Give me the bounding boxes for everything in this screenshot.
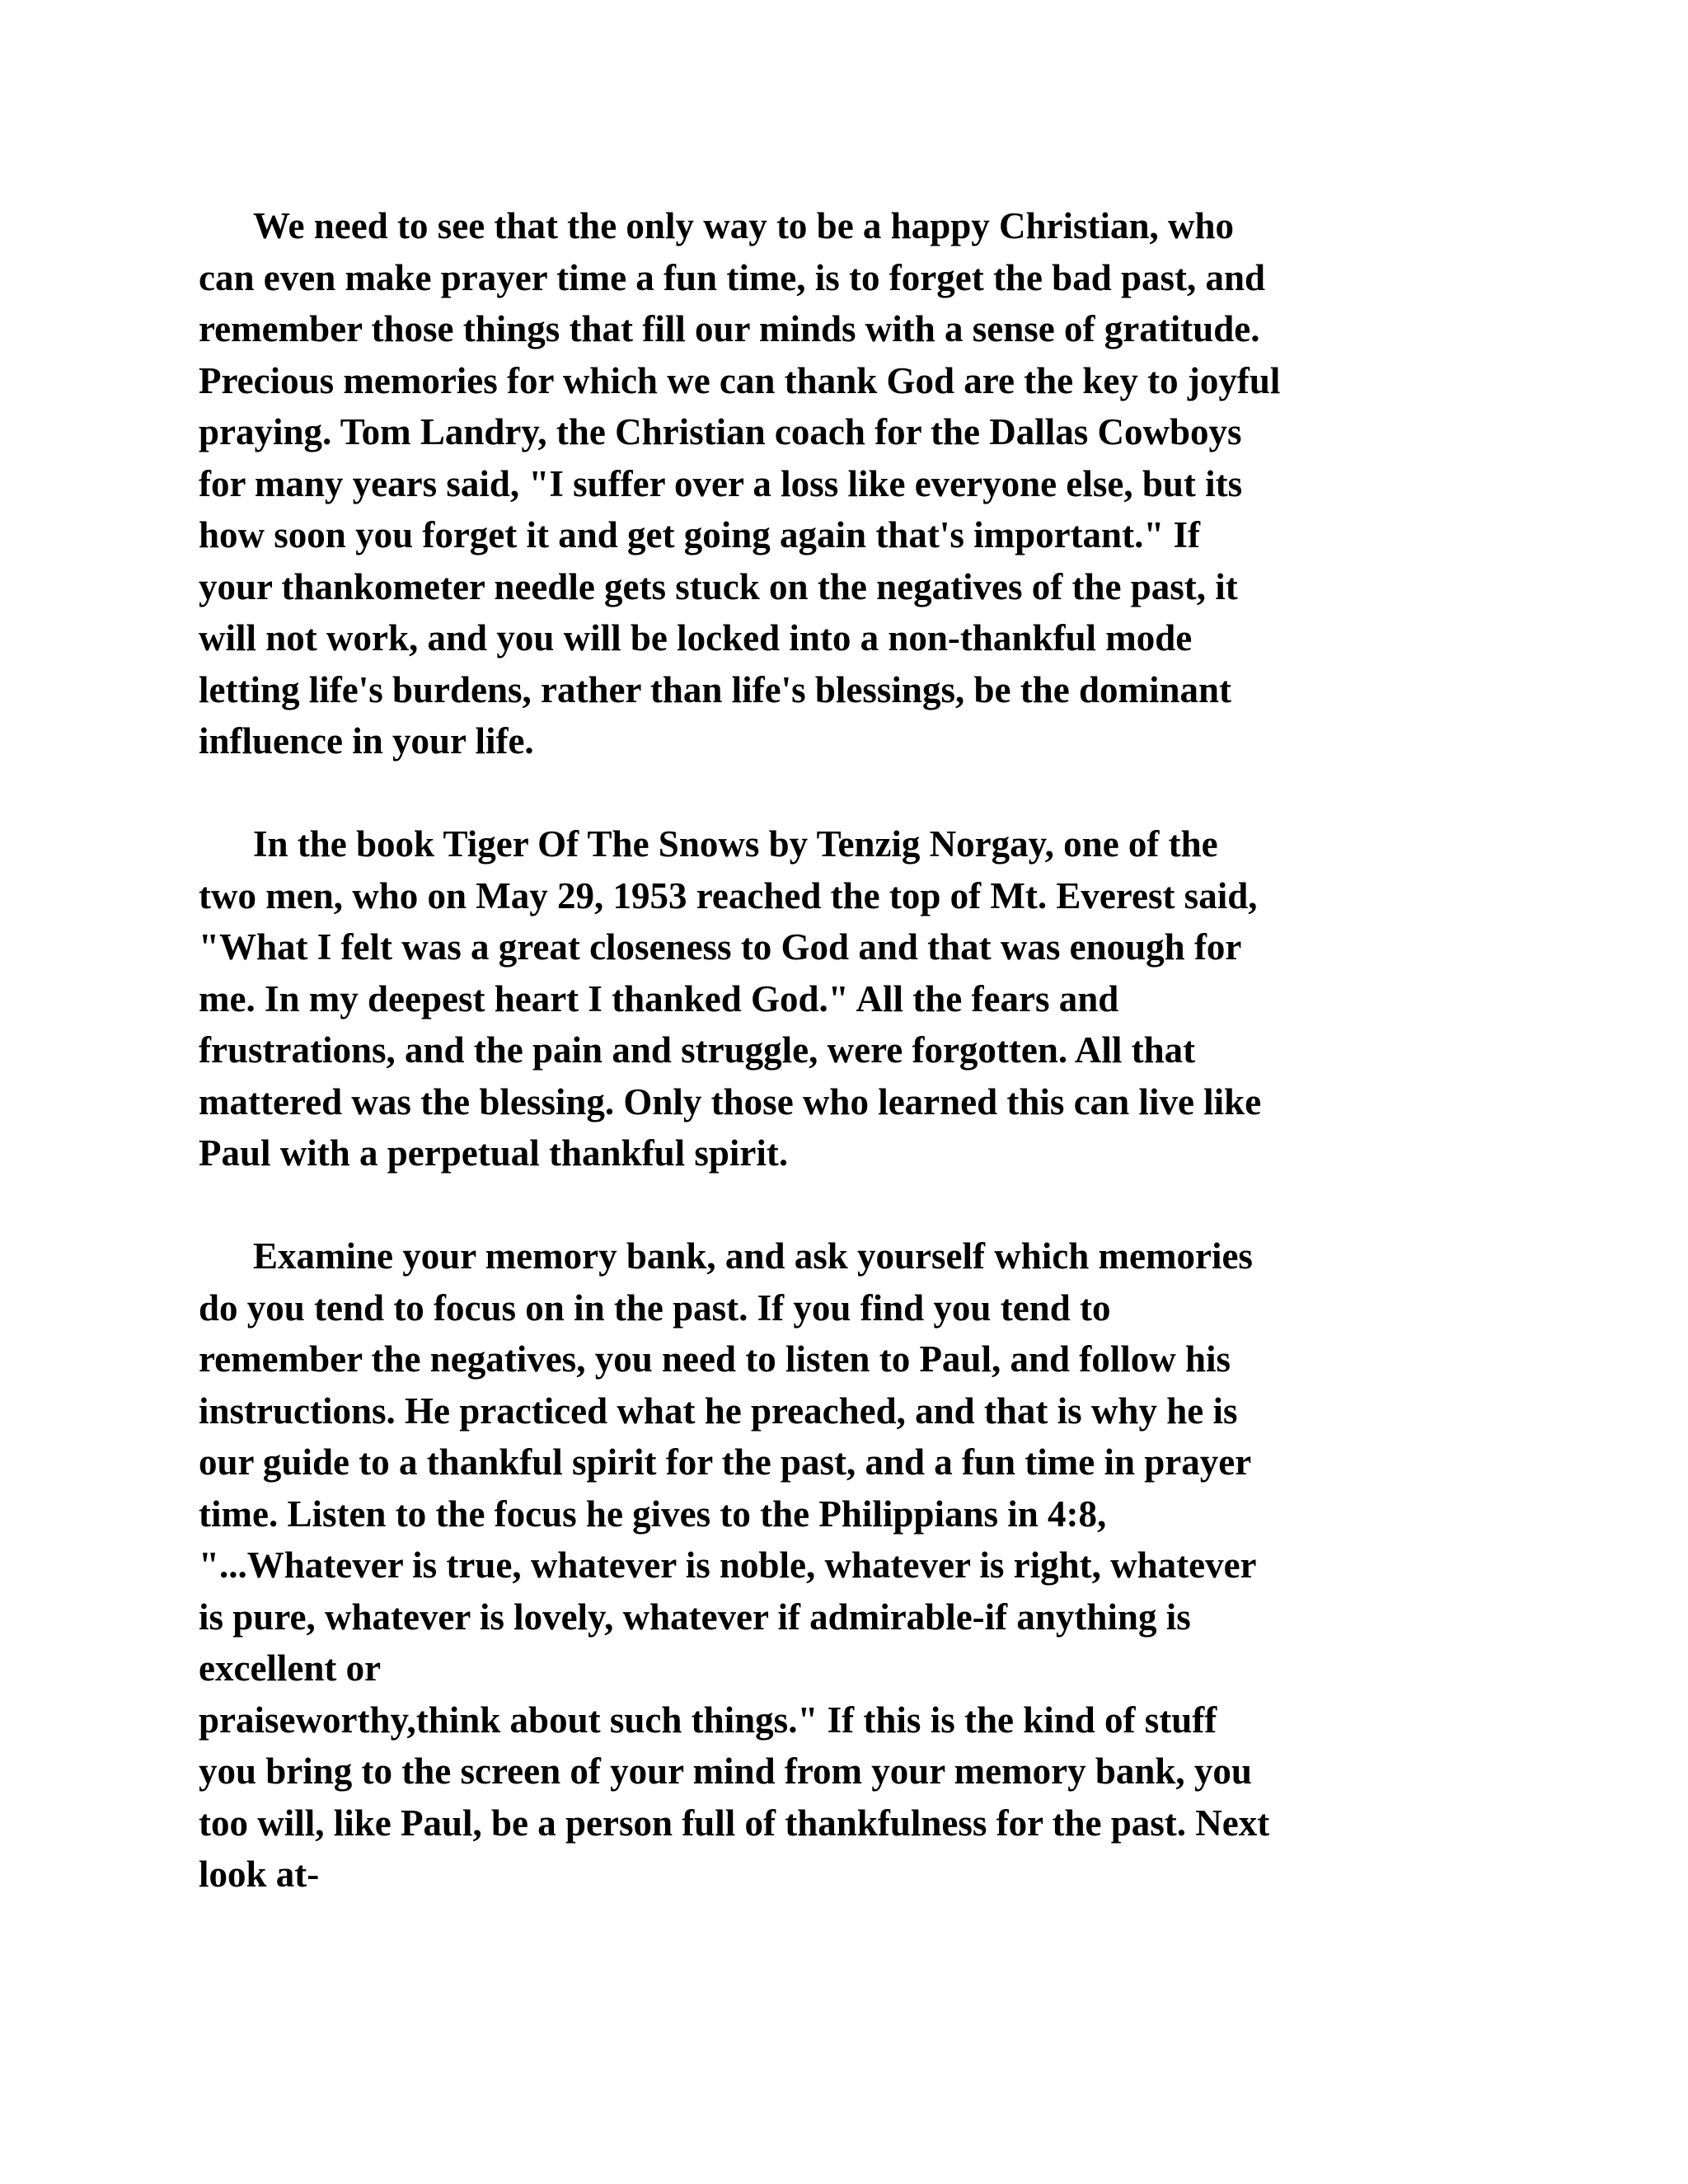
- text-line: time. Listen to the focus he gives to the Philippians in 4:8,: [199, 1493, 1107, 1535]
- text-line: your thankometer needle gets stuck on the negatives of the past, it: [199, 565, 1238, 607]
- text-line: Precious memories for which we can thank God are the key to joyful: [199, 359, 1281, 401]
- text-line: remember the negatives, you need to listen to Paul, and follow his: [199, 1338, 1231, 1380]
- text-line: We need to see that the only way to be a happy Christian, who: [253, 205, 1235, 246]
- text-line: praying. Tom Landry, the Christian coach for the Dallas Cowboys: [199, 411, 1242, 452]
- text-line: Paul with a perpetual thankful spirit.: [199, 1132, 789, 1174]
- text-line: frustrations, and the pain and struggle, were forgotten. All that: [199, 1029, 1196, 1071]
- text-line: too will, like Paul, be a person full of thankfulness for the past. Next: [199, 1802, 1270, 1844]
- text-line: praiseworthy,think about such things." If this is the kind of stuff: [199, 1699, 1217, 1741]
- text-line: instructions. He practiced what he preached, and that is why he is: [199, 1390, 1238, 1432]
- text-line: two men, who on May 29, 1953 reached the top of Mt. Everest said,: [199, 874, 1258, 916]
- text-line: In the book Tiger Of The Snows by Tenzig Norgay, one of the: [253, 823, 1218, 865]
- text-line: our guide to a thankful spirit for the past, and a fun time in prayer: [199, 1441, 1252, 1483]
- text-line: do you tend to focus on in the past. If you find you tend to: [199, 1286, 1111, 1329]
- body-text: [199, 200, 1484, 1952]
- text-line: you bring to the screen of your mind from your memory bank, you: [199, 1750, 1252, 1792]
- text-line: influence in your life.: [199, 720, 534, 762]
- paragraph-3: [199, 1230, 1484, 1900]
- paragraph-1: [199, 200, 1484, 767]
- text-line: Examine your memory bank, and ask yourself which memories: [253, 1235, 1253, 1277]
- text-line: for many years said, "I suffer over a loss like everyone else, but its: [199, 462, 1243, 504]
- text-line: letting life's burdens, rather than life's blessings, be the dominant: [199, 668, 1232, 710]
- text-line: look at-: [199, 1854, 320, 1895]
- text-line: is pure, whatever is lovely, whatever if admirable-if anything is: [199, 1596, 1191, 1638]
- text-line: mattered was the blessing. Only those who learned this can live like: [199, 1080, 1262, 1122]
- text-line: will not work, and you will be locked into a non-thankful mode: [199, 617, 1193, 658]
- text-line: me. In my deepest heart I thanked God." All the fears and: [199, 977, 1119, 1019]
- text-line: remember those things that fill our minds with a sense of gratitude.: [199, 308, 1260, 349]
- paragraph-2: [199, 818, 1484, 1179]
- text-line: "What I felt was a great closeness to God and that was enough for: [199, 926, 1242, 968]
- text-line: can even make prayer time a fun time, is to forget the bad past, and: [199, 256, 1266, 298]
- text-line: how soon you forget it and get going again that's important." If: [199, 514, 1201, 555]
- text-line: excellent or: [199, 1647, 382, 1689]
- text-line: "...Whatever is true, whatever is noble, whatever is right, whatever: [199, 1544, 1257, 1586]
